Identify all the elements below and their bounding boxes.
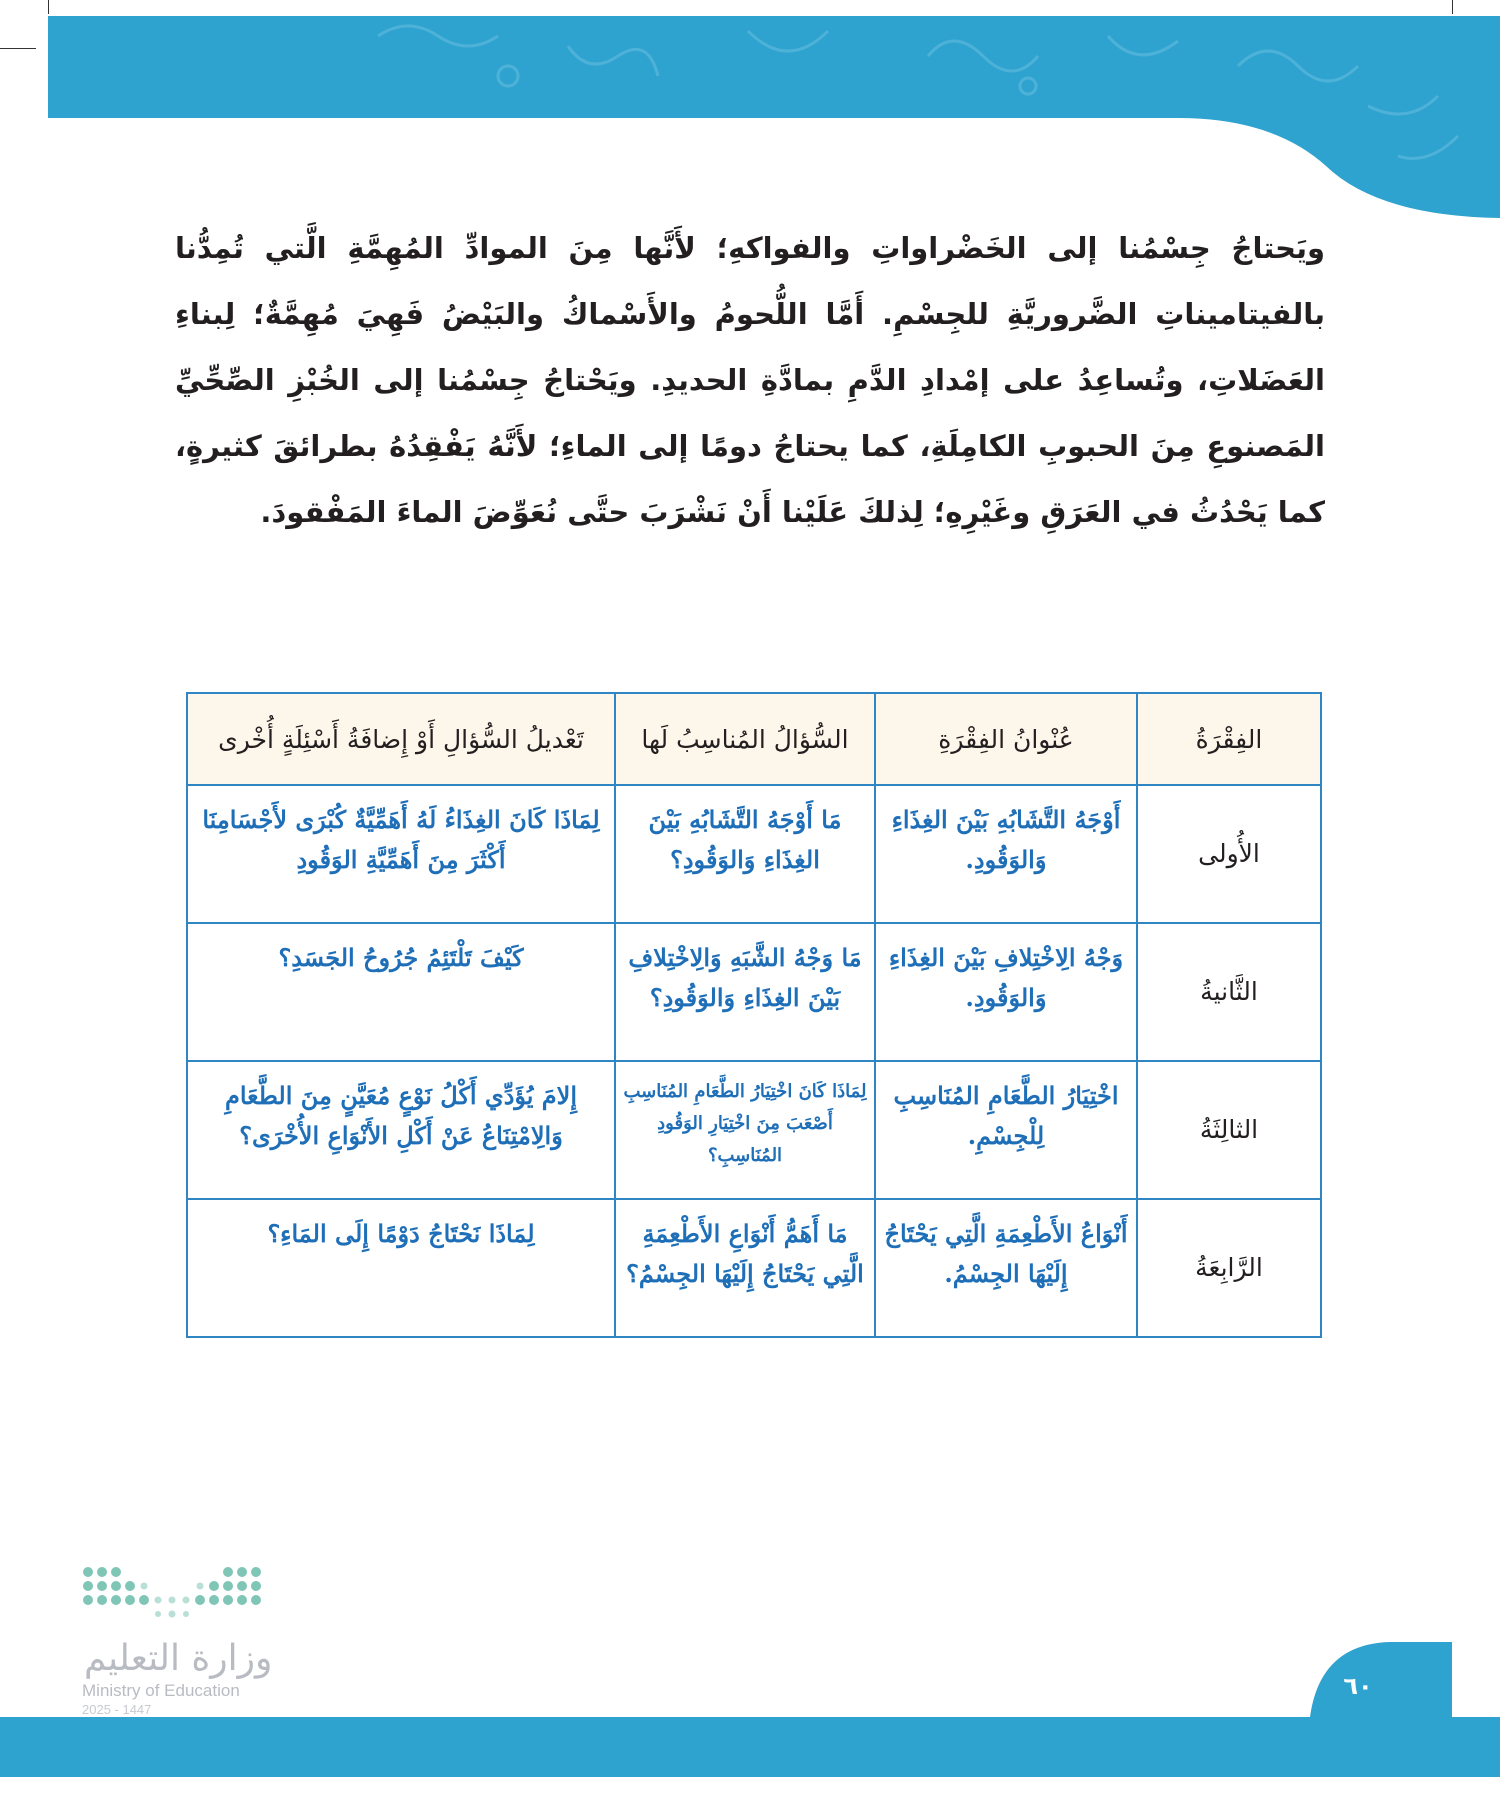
body-paragraph: ويَحتاجُ جِسْمُنا إلى الخَضْراواتِ والفواكهِ؛ لأَنَّها مِنَ الموادِّ المُهِمَّةِ الَّتي تُمِدُّنا بالفيتاميناتِ الضَّروريَّةِ للجِسْمِ. أَمَّا اللُّحومُ والأَسْماكُ والبَيْضُ فَهِيَ مُهِمَّةٌ؛ لِبناءِ العَضَلاتِ، وتُساعِدُ على إمْدادِ الدَّمِ بمادَّةِ الحديدِ. ويَحْتاجُ جِسْمُنا إلى الخُبْزِ الصِّحِّيِّ المَصنوعِ مِنَ الحبوبِ الكامِلَةِ، كما يحتاجُ دومًا إلى الماءِ؛ لأَنَّهُ يَفْقِدُهُ بطرائقَ كثيرةٍ، كما يَحْدُثُ في العَرَقِ وغَيْرِهِ؛ لِذلكَ عَلَيْنا أَنْ نَشْرَبَ حتَّى نُعَوِّضَ الماءَ المَفْقودَ. [175, 231, 1325, 529]
crop-mark [48, 0, 49, 14]
footer-shape [0, 1640, 1500, 1800]
paragraph-questions-table [186, 692, 1322, 1338]
row-title: أَنْوَاعُ الأَطْعِمَةِ الَّتِي يَحْتَاجُ إِلَيْهَا الجِسْمُ. [875, 1199, 1137, 1337]
row-question: مَا وَجْهُ الشَّبَهِ وَالِاخْتِلافِ بَيْنَ الغِذَاءِ وَالوَقُودِ؟ [615, 923, 875, 1061]
row-paragraph: الرَّابِعَةُ [1137, 1199, 1321, 1337]
table-row [187, 923, 1321, 1061]
row-question: مَا أَوْجَهُ التَّشَابُهِ بَيْنَ الغِذَاءِ وَالوَقُودِ؟ [615, 785, 875, 923]
table-row [187, 1061, 1321, 1199]
header-question: السُّؤالُ المُناسِبُ لَها [615, 693, 875, 785]
crop-mark [0, 48, 36, 49]
row-paragraph: الثالِثَةُ [1137, 1061, 1321, 1199]
table-row [187, 1199, 1321, 1337]
crop-mark [1452, 0, 1453, 14]
row-title: وَجْهُ الِاخْتِلافِ بَيْنَ الغِذَاءِ وَالوَقُودِ. [875, 923, 1137, 1061]
row-paragraph: الثَّانيةُ [1137, 923, 1321, 1061]
row-title: أَوْجَهُ التَّشَابُهِ بَيْنَ الغِذَاءِ وَالوَقُودِ. [875, 785, 1137, 923]
table-row [187, 785, 1321, 923]
header-edit: تَعْديلُ السُّؤالِ أَوْ إِضافَةُ أَسْئِلَةٍ أُخْرى [187, 693, 615, 785]
ministry-name-english: Ministry of Education [82, 1681, 240, 1700]
row-edit: لِمَاذَا كَانَ الغِذَاءُ لَهُ أَهَمِّيَّةٌ كُبْرَى لأَجْسَامِنَا أَكْثَرَ مِنَ أَهَمِّيَّةِ الوَقُودِ [187, 785, 615, 923]
ministry-name-arabic: وزارة التعليم [84, 1638, 273, 1679]
row-paragraph: الأُولى [1137, 785, 1321, 923]
row-edit: إِلامَ يُؤَدِّي أَكْلُ نَوْعٍ مُعَيَّنٍ مِنَ الطَّعَامِ وَالِامْتِنَاعُ عَنْ أَكْلِ الأَنْوَاعِ الأُخْرَى؟ [187, 1061, 615, 1199]
row-edit: لِمَاذَا نَحْتَاجُ دَوْمًا إِلَى المَاءِ؟ [187, 1199, 615, 1337]
row-edit: كَيْفَ تَلْتَئِمُ جُرُوحُ الجَسَدِ؟ [187, 923, 615, 1061]
page-number: ٦٠ [1343, 1672, 1373, 1700]
header-title: عُنْوانُ الفِقْرَةِ [875, 693, 1137, 785]
table-header-row [187, 693, 1321, 785]
header-paragraph: الفِقْرَةُ [1137, 693, 1321, 785]
row-question: لِمَاذَا كَانَ اخْتِيَارُ الطَّعَامِ المُنَاسِبِ أَصْعَبَ مِنَ اخْتِيَارِ الوَقُودِ المُنَاسِبِ؟ [615, 1061, 875, 1199]
row-question: مَا أَهَمُّ أَنْوَاعِ الأَطْعِمَةِ الَّتِي يَحْتَاجُ إِلَيْهَا الجِسْمُ؟ [615, 1199, 875, 1337]
header-band [48, 16, 1500, 218]
header-shape [48, 16, 1500, 218]
footer-band [0, 1640, 1500, 1800]
ministry-year: 2025 - 1447 [82, 1702, 152, 1717]
row-title: اخْتِيَارُ الطَّعَامِ المُنَاسِبِ لِلْجِسْمِ. [875, 1061, 1137, 1199]
